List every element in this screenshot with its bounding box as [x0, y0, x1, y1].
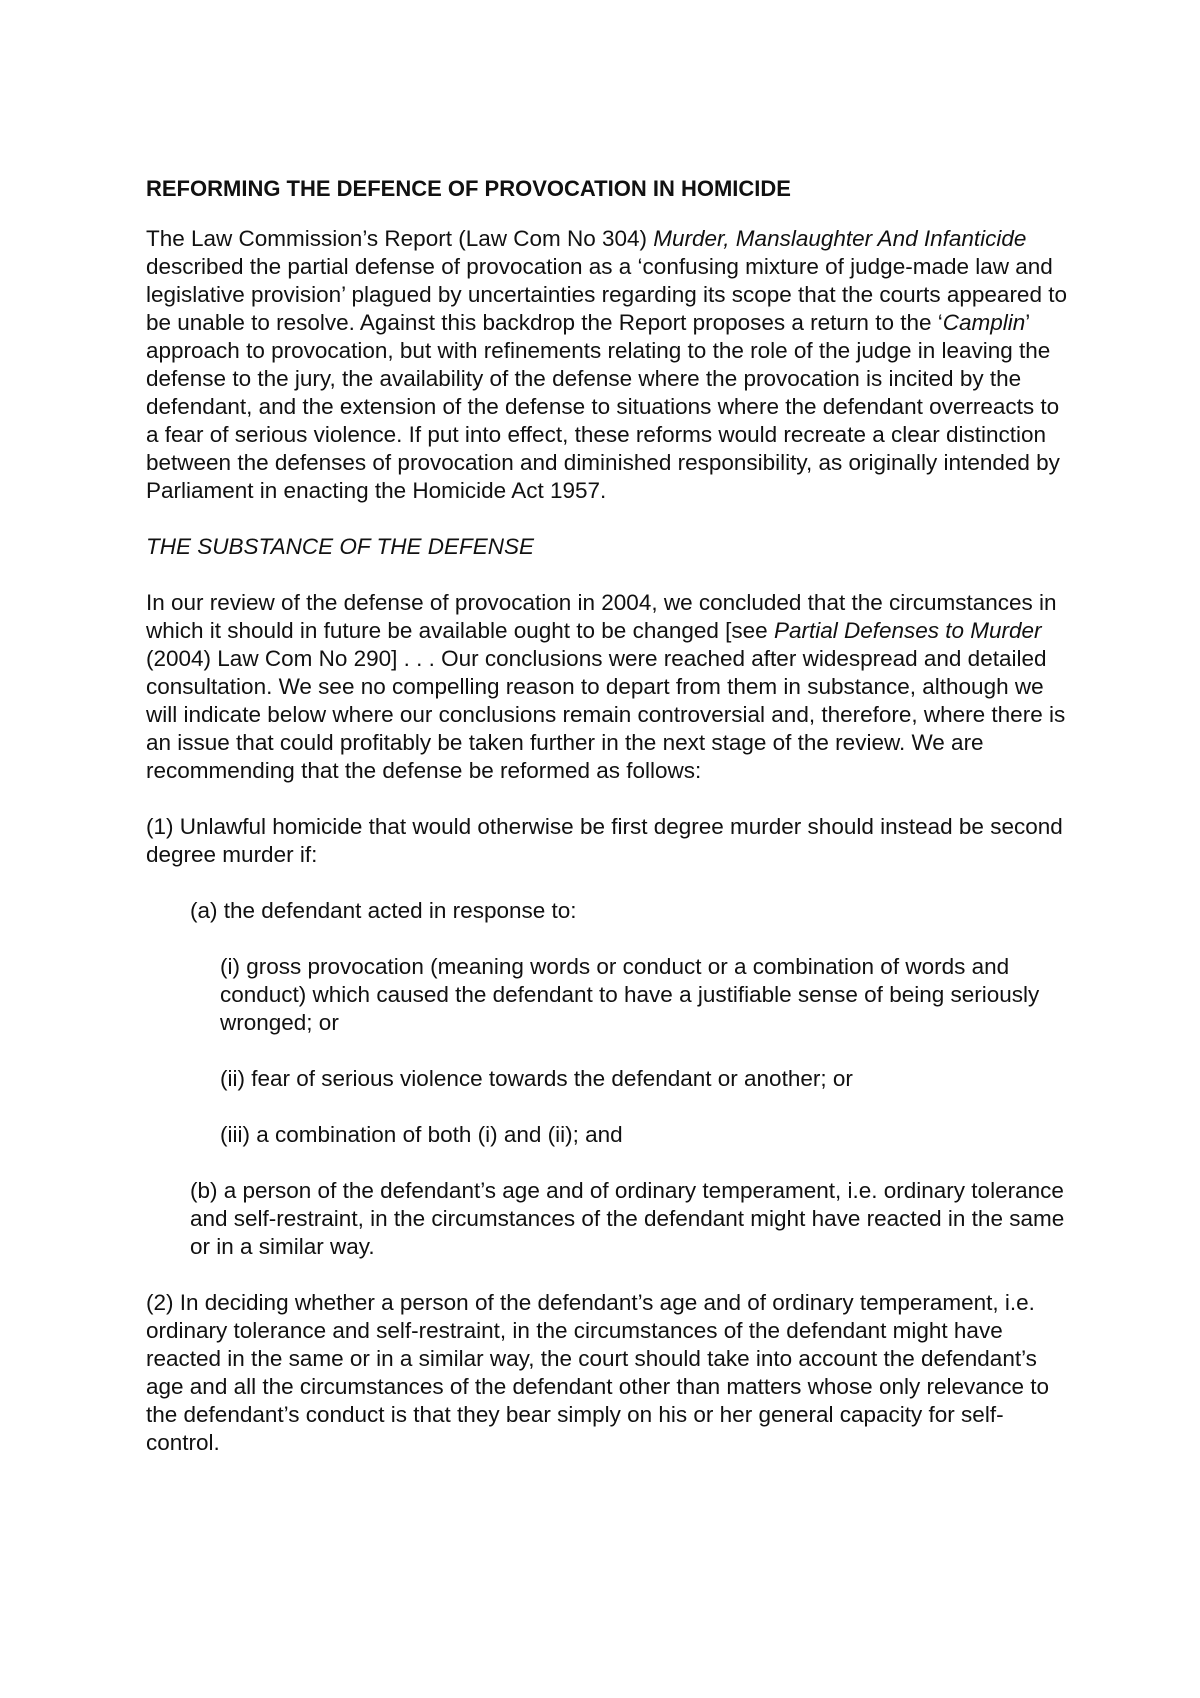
document-page — [146, 175, 1076, 1485]
list-item-1a-iii: (iii) a combination of both (i) and (ii); and — [220, 1122, 623, 1147]
intro-text-2: described the partial defense of provocation as a ‘confusing mixture of judge-made law and legislative provision’ plagued by uncertainties regarding its scope that the courts appeared to be unable to resolve. Against this backdrop the Report proposes a return to the ‘ — [146, 254, 1067, 335]
document-title: REFORMING THE DEFENCE OF PROVOCATION IN HOMICIDE — [146, 176, 791, 201]
review-reference-title: Partial Defenses to Murder — [773, 618, 1042, 643]
review-paragraph — [146, 589, 1076, 785]
list-item-2: (2) In deciding whether a person of the defendant’s age and of ordinary temperament, i.e. ordinary tolerance and self-restraint, in the circumstances of the defendant might have reacted in the same or in a similar way, the court should take into account the defendant’s age and all the circumstances of the defendant other than matters whose only relevance to the defendant’s conduct is that they bear simply on his or her general capacity for self-control. — [146, 1290, 1050, 1455]
list-item-1a-i: (i) gross provocation (meaning words or conduct or a combination of words and conduct) which caused the defendant to have a justifiable sense of being seriously wronged; or — [220, 954, 1040, 1035]
intro-camplin: Camplin — [942, 310, 1026, 335]
list-item-1b: (b) a person of the defendant’s age and of ordinary temperament, i.e. ordinary tolerance and self-restraint, in the circumstances of the defendant might have reacted in the same or in a similar way. — [190, 1178, 1065, 1259]
intro-text-3: ’ approach to provocation, but with refinements relating to the role of the judge in leaving the defense to the jury, the availability of the defense where the provocation is incited by the defendant, and the extension of the defense to situations where the defendant overreacts to a fear of serious violence. If put into effect, these reforms would recreate a clear distinction between the defenses of provocation and diminished responsibility, as originally intended by Parliament in enacting the Homicide Act 1957. — [146, 310, 1060, 503]
list-item-1a: (a) the defendant acted in response to: — [190, 898, 577, 923]
review-text-2: (2004) Law Com No 290] . . . Our conclusions were reached after widespread and detailed consultation. We see no compelling reason to depart from them in substance, although we will indicate below where our conclusions remain controversial and, therefore, where there is an issue that could profitably be taken further in the next stage of the review. We are recommending that the defense be reformed as follows: — [146, 646, 1066, 783]
review-text-1: In our review of the defense of provocation in 2004, we concluded that the circumstances in which it should in future be available ought to be changed [see — [146, 590, 1057, 643]
intro-text-1: The Law Commission’s Report (Law Com No 304) — [146, 226, 654, 251]
intro-paragraph — [146, 225, 1076, 505]
intro-report-title: Murder, Manslaughter And Infanticide — [653, 226, 1027, 251]
list-item-1a-ii: (ii) fear of serious violence towards the defendant or another; or — [220, 1066, 853, 1091]
section-subheading: THE SUBSTANCE OF THE DEFENSE — [146, 534, 534, 559]
list-item-1: (1) Unlawful homicide that would otherwise be first degree murder should instead be second degree murder if: — [146, 814, 1063, 867]
